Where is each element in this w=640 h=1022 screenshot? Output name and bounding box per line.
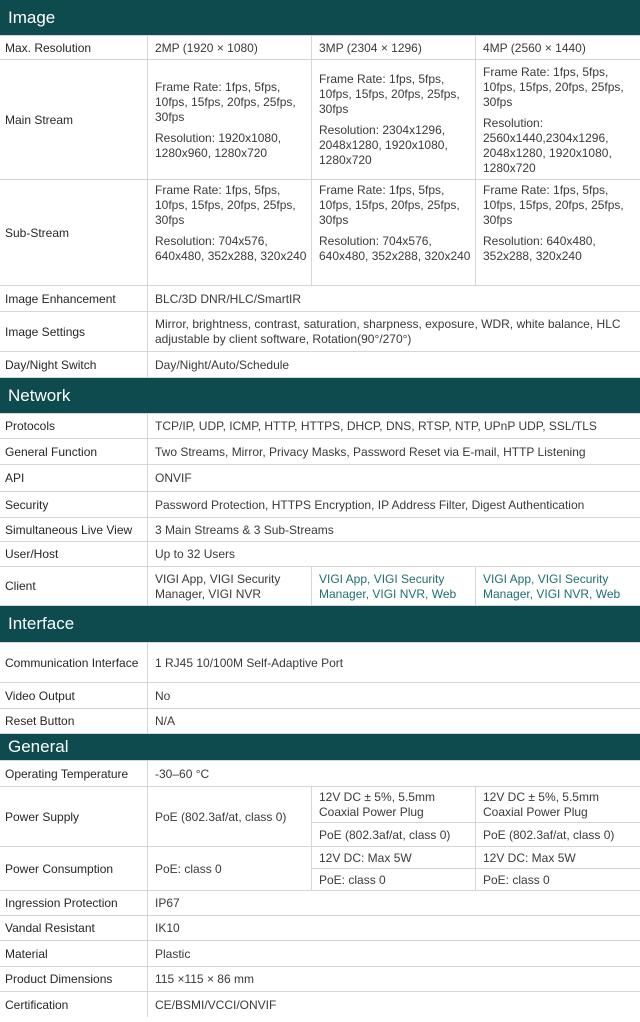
row-value: Mirror, brightness, contrast, saturation, sharpness, exposure, WDR, white balance, HLC adjustable by client software, Rotation(90°/270°) [155,317,621,346]
row-day-night-switch [0,352,640,378]
dc-consumption-text: 12V DC: Max 5W [319,850,412,865]
row-certification [0,992,640,1017]
row-label: General Function [0,439,148,464]
row-value: IP67 [155,896,180,910]
row-product-dimensions [0,967,640,992]
cell-4mp: 4MP (2560 × 1440) [483,40,586,55]
row-label: Simultaneous Live View [0,518,148,541]
dc-power-text: 12V DC ± 5%, 5.5mm Coaxial Power Plug [483,790,599,819]
section-header-image [0,0,640,36]
row-label: Communication Interface [0,643,148,682]
row-value: ONVIF [155,471,192,485]
row-communication-interface [0,643,640,683]
dc-consumption-text: 12V DC: Max 5W [483,850,576,865]
row-material [0,941,640,967]
row-label: Vandal Resistant [0,916,148,940]
cell-2mp: PoE: class 0 [148,847,312,890]
section-header-general [0,734,640,761]
row-power-consumption [0,847,640,891]
row-label: User/Host [0,542,148,566]
row-label: Sub-Stream [0,180,148,285]
frame-rate-text: Frame Rate: 1fps, 5fps, 10fps, 15fps, 20fps, 25fps, 30fps [483,64,624,109]
resolution-text: Resolution: 704x576, 640x480, 352x288, 320x240 [319,234,471,263]
row-api [0,465,640,492]
row-value: IK10 [155,921,180,935]
resolution-text: Resolution: 1920x1080, 1280x960, 1280x720 [155,130,282,160]
row-label: Video Output [0,683,148,708]
row-video-output [0,683,640,709]
row-label: Max. Resolution [0,36,148,59]
row-reset-button [0,709,640,734]
poe-power-text: PoE (802.3af/at, class 0) [476,822,640,846]
section-header-network [0,378,640,414]
row-image-enhancement [0,286,640,312]
section-header-interface [0,606,640,643]
row-value: Up to 32 Users [155,547,236,561]
section-title: Interface [8,614,75,633]
cell-4mp [476,787,640,846]
row-operating-temperature [0,761,640,787]
cell-3mp [312,180,476,285]
frame-rate-text: Frame Rate: 1fps, 5fps, 10fps, 15fps, 20fps, 25fps, 30fps [483,183,624,227]
row-user-host [0,542,640,567]
section-title: General [8,737,69,756]
poe-consumption-text: PoE: class 0 [312,868,475,890]
cell-4mp: VIGI App, VIGI Security Manager, VIGI NVR, Web [483,571,621,601]
cell-2mp: 2MP (1920 × 1080) [148,36,312,59]
row-value: BLC/3D DNR/HLC/SmartIR [155,291,302,306]
frame-rate-text: Frame Rate: 1fps, 5fps, 10fps, 15fps, 20fps, 25fps, 30fps [319,72,460,116]
row-label: Operating Temperature [0,761,148,786]
row-image-settings [0,312,640,352]
row-value: TCP/IP, UDP, ICMP, HTTP, HTTPS, DHCP, DNS, RTSP, NTP, UPnP UDP, SSL/TLS [155,419,597,433]
row-main-stream [0,60,640,180]
resolution-text: Resolution: 2560x1440,2304x1296, 2048x1280, 1920x1080, 1280x720 [483,115,612,175]
frame-rate-text: Frame Rate: 1fps, 5fps, 10fps, 15fps, 20fps, 25fps, 30fps [319,183,460,227]
row-label: Main Stream [0,60,148,179]
row-label: Security [0,492,148,517]
row-label: Day/Night Switch [0,352,148,377]
cell-2mp: PoE (802.3af/at, class 0) [148,787,312,846]
row-general-function [0,439,640,465]
row-label: Power Supply [0,787,148,846]
row-label: Certification [0,992,148,1017]
row-label: Client [0,567,148,605]
row-value: N/A [155,714,176,728]
poe-consumption-text: PoE: class 0 [476,868,640,890]
row-value: 1 RJ45 10/100M Self-Adaptive Port [155,655,344,670]
row-value: CE/BSMI/VCCI/ONVIF [155,997,277,1012]
row-label: Material [0,941,148,966]
row-label: Power Consumption [0,847,148,890]
cell-4mp [476,180,640,285]
row-value: Plastic [155,946,191,961]
cell-2mp [148,180,312,285]
row-label: Image Enhancement [0,286,148,311]
row-protocols [0,414,640,439]
row-power-supply [0,787,640,847]
cell-4mp [476,60,640,179]
row-simultaneous-live-view [0,518,640,542]
cell-3mp [312,847,476,890]
row-ingression-protection [0,891,640,916]
cell-3mp: VIGI App, VIGI Security Manager, VIGI NVR, Web [312,567,476,605]
row-value: 3 Main Streams & 3 Sub-Streams [155,522,334,537]
cell-2mp: VIGI App, VIGI Security Manager, VIGI NVR [148,567,312,605]
poe-power-text: PoE (802.3af/at, class 0) [312,822,475,846]
row-client [0,567,640,606]
row-value: Password Protection, HTTPS Encryption, IP Address Filter, Digest Authentication [155,497,585,512]
frame-rate-text: Frame Rate: 1fps, 5fps, 10fps, 15fps, 20fps, 25fps, 30fps [155,79,296,124]
row-value: Day/Night/Auto/Schedule [155,357,290,372]
cell-4mp [476,847,640,890]
frame-rate-text: Frame Rate: 1fps, 5fps, 10fps, 15fps, 20fps, 25fps, 30fps [155,183,296,227]
row-max-resolution [0,36,640,60]
row-label: Reset Button [0,709,148,733]
resolution-text: Resolution: 2304x1296, 2048x1280, 1920x1080, 1280x720 [319,123,448,167]
resolution-text: Resolution: 640x480, 352x288, 320x240 [483,234,596,263]
row-value: No [155,688,171,703]
row-label: Image Settings [0,312,148,351]
row-security [0,492,640,518]
row-label: Ingression Protection [0,891,148,915]
row-value: 115 ×115 × 86 mm [155,972,254,986]
dc-power-text: 12V DC ± 5%, 5.5mm Coaxial Power Plug [319,790,435,819]
section-title: Network [8,385,71,405]
cell-3mp: 3MP (2304 × 1296) [312,36,476,59]
cell-2mp [148,60,312,179]
row-label: API [0,465,148,491]
row-label: Protocols [0,414,148,438]
cell-3mp [312,787,476,846]
row-value: -30–60 °C [155,766,210,781]
row-value: Two Streams, Mirror, Privacy Masks, Password Reset via E-mail, HTTP Listening [155,444,586,459]
cell-3mp [312,60,476,179]
row-vandal-resistant [0,916,640,941]
section-title: Image [8,7,56,27]
row-sub-stream [0,180,640,286]
resolution-text: Resolution: 704x576, 640x480, 352x288, 320x240 [155,234,307,263]
row-label: Product Dimensions [0,967,148,991]
